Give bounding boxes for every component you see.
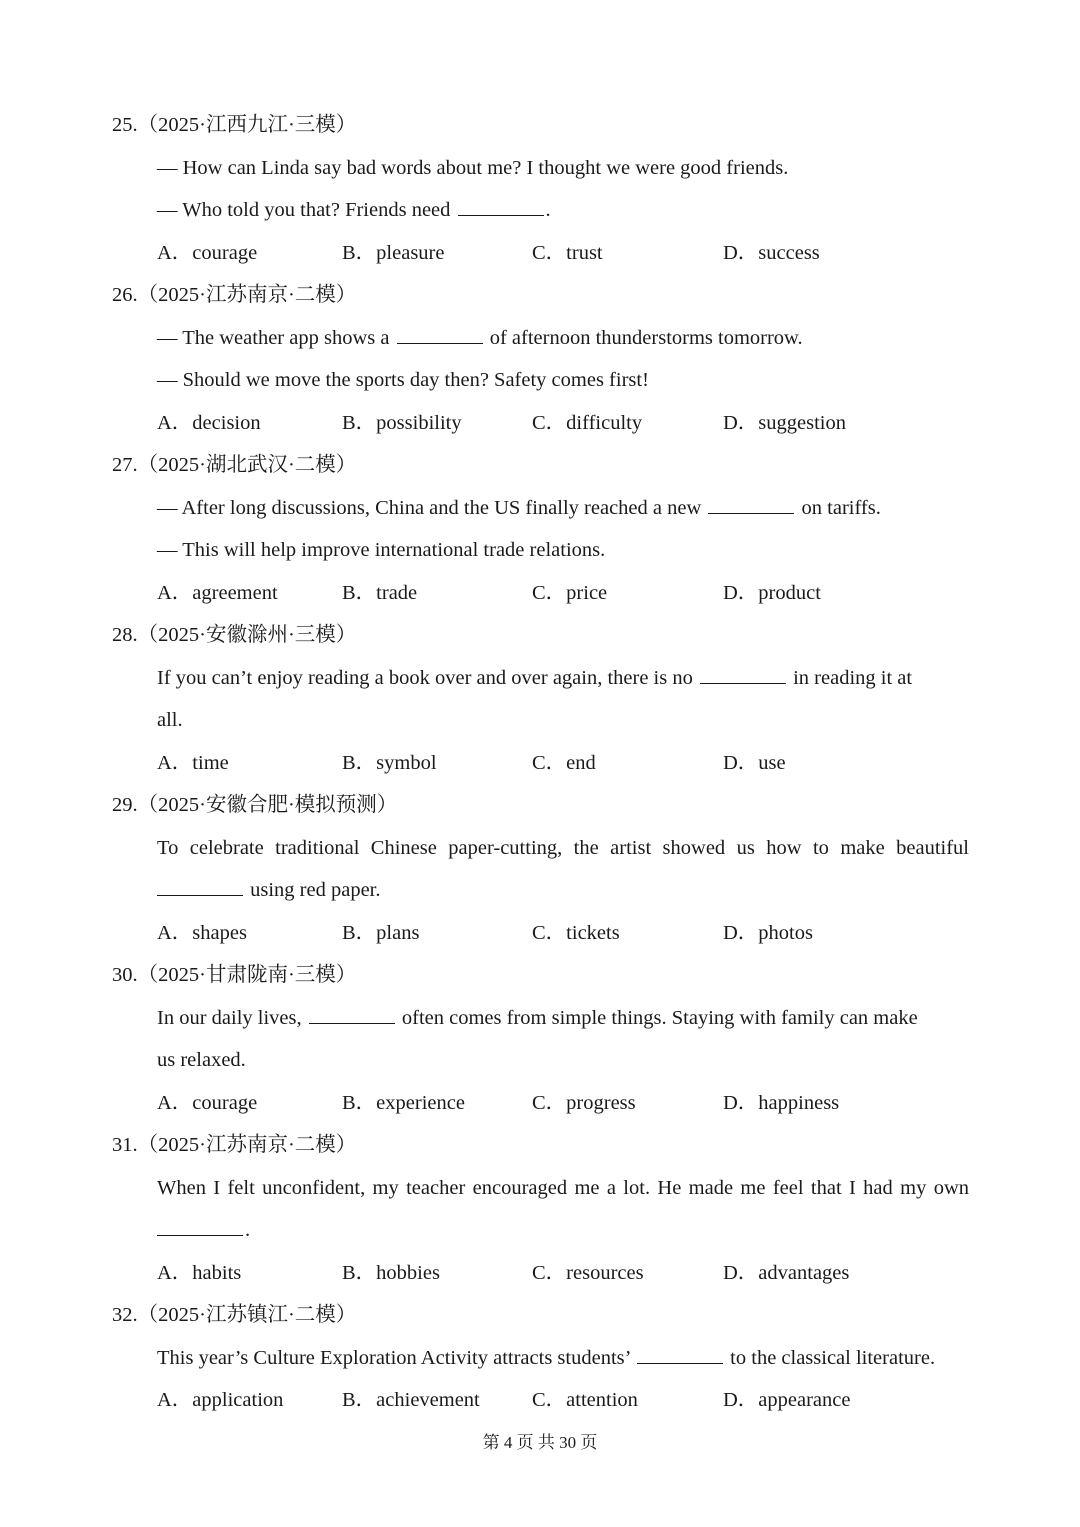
question-header	[112, 1132, 356, 1158]
option-d: D．happiness	[723, 1092, 840, 1114]
answer-blank	[708, 495, 794, 514]
question-number: 27.	[112, 454, 138, 476]
question-number: 29.	[112, 794, 138, 816]
option-d: D．photos	[723, 922, 813, 944]
question-text-line	[157, 1217, 969, 1243]
answer-blank	[637, 1345, 723, 1364]
question-text-line: us relaxed.	[157, 1049, 246, 1071]
option-c: C．progress	[532, 1092, 636, 1114]
text-segment: to the classical literature.	[730, 1347, 936, 1369]
option-c: C．resources	[532, 1262, 644, 1284]
option-b: B．achievement	[342, 1389, 480, 1411]
question-header	[112, 1302, 356, 1328]
question-number: 31.	[112, 1134, 138, 1156]
question-number: 26.	[112, 284, 138, 306]
text-segment: using red paper.	[250, 879, 381, 901]
option-d: D．use	[723, 752, 786, 774]
text-segment: .	[245, 1219, 251, 1241]
answer-blank	[397, 325, 483, 344]
question-text-line: To celebrate traditional Chinese paper-cutting, the artist showed us how to make beautiful	[157, 837, 969, 859]
option-c: C．price	[532, 582, 608, 604]
option-b: B．trade	[342, 582, 418, 604]
dialogue-line	[157, 325, 969, 351]
option-a: A．courage	[157, 242, 258, 264]
option-b: B．possibility	[342, 412, 462, 434]
question-source: （2025·安徽合肥·模拟预测）	[137, 794, 398, 816]
option-b: B．hobbies	[342, 1262, 440, 1284]
question-text-line	[157, 1005, 969, 1031]
question-source: （2025·湖北武汉·二模）	[137, 454, 357, 476]
question-header	[112, 452, 356, 478]
question-source: （2025·江西九江·三模）	[137, 114, 357, 136]
option-d: D．advantages	[723, 1262, 850, 1284]
answer-blank	[157, 1217, 243, 1236]
question-header	[112, 962, 356, 988]
option-b: B．pleasure	[342, 242, 445, 264]
text-segment: often comes from simple things. Staying with family can make	[401, 1007, 918, 1029]
text-segment: This year’s Culture Exploration Activity attracts students’	[157, 1347, 630, 1369]
option-a: A．time	[157, 752, 229, 774]
question-number: 30.	[112, 964, 138, 986]
option-a: A．decision	[157, 412, 261, 434]
text-segment: In our daily lives,	[157, 1007, 302, 1029]
dialogue-line: — This will help improve international trade relations.	[157, 539, 606, 561]
question-source: （2025·安徽滁州·三模）	[137, 624, 357, 646]
dialogue-line: — How can Linda say bad words about me? I thought we were good friends.	[157, 157, 789, 179]
question-header	[112, 112, 356, 138]
text-segment: in reading it at	[793, 667, 913, 689]
question-source: （2025·甘肃陇南·三模）	[137, 964, 357, 986]
option-c: C．difficulty	[532, 412, 643, 434]
option-c: C．trust	[532, 242, 603, 264]
question-source: （2025·江苏镇江·二模）	[137, 1304, 357, 1326]
question-source: （2025·江苏南京·二模）	[137, 1134, 357, 1156]
question-text-line	[157, 665, 969, 691]
option-a: A．courage	[157, 1092, 258, 1114]
question-text-line	[157, 1345, 969, 1371]
text-segment: — Who told you that? Friends need	[157, 199, 451, 221]
answer-blank	[309, 1005, 395, 1024]
option-d: D．suggestion	[723, 412, 846, 434]
option-b: B．symbol	[342, 752, 437, 774]
question-header	[112, 792, 397, 818]
dialogue-line: — Should we move the sports day then? Safety comes first!	[157, 369, 649, 391]
question-number: 25.	[112, 114, 138, 136]
text-segment: — After long discussions, China and the US finally reached a new	[157, 497, 702, 519]
question-text-line: When I felt unconfident, my teacher encouraged me a lot. He made me feel that I had my own	[157, 1177, 969, 1199]
question-source: （2025·江苏南京·二模）	[137, 284, 357, 306]
option-d: D．product	[723, 582, 821, 604]
text-segment: — The weather app shows a	[157, 327, 390, 349]
text-segment: .	[545, 199, 551, 221]
question-header	[112, 622, 356, 648]
option-c: C．attention	[532, 1389, 638, 1411]
option-a: A．application	[157, 1389, 284, 1411]
answer-blank	[458, 197, 544, 216]
option-b: B．plans	[342, 922, 420, 944]
text-segment: of afternoon thunderstorms tomorrow.	[489, 327, 803, 349]
dialogue-line	[157, 197, 969, 223]
question-header	[112, 282, 356, 308]
answer-blank	[157, 877, 243, 896]
question-number: 32.	[112, 1304, 138, 1326]
option-a: A．agreement	[157, 582, 278, 604]
page-footer: 第 4 页 共 30 页	[482, 1433, 598, 1452]
answer-blank	[700, 665, 786, 684]
option-b: B．experience	[342, 1092, 465, 1114]
question-text-line	[157, 877, 969, 903]
text-segment: on tariffs.	[801, 497, 881, 519]
option-c: C．end	[532, 752, 596, 774]
option-a: A．shapes	[157, 922, 247, 944]
text-segment: If you can’t enjoy reading a book over and over again, there is no	[157, 667, 693, 689]
option-c: C．tickets	[532, 922, 620, 944]
question-text-line: all.	[157, 709, 183, 731]
option-d: D．appearance	[723, 1389, 851, 1411]
option-a: A．habits	[157, 1262, 242, 1284]
dialogue-line	[157, 495, 969, 521]
question-number: 28.	[112, 624, 138, 646]
option-d: D．success	[723, 242, 820, 264]
